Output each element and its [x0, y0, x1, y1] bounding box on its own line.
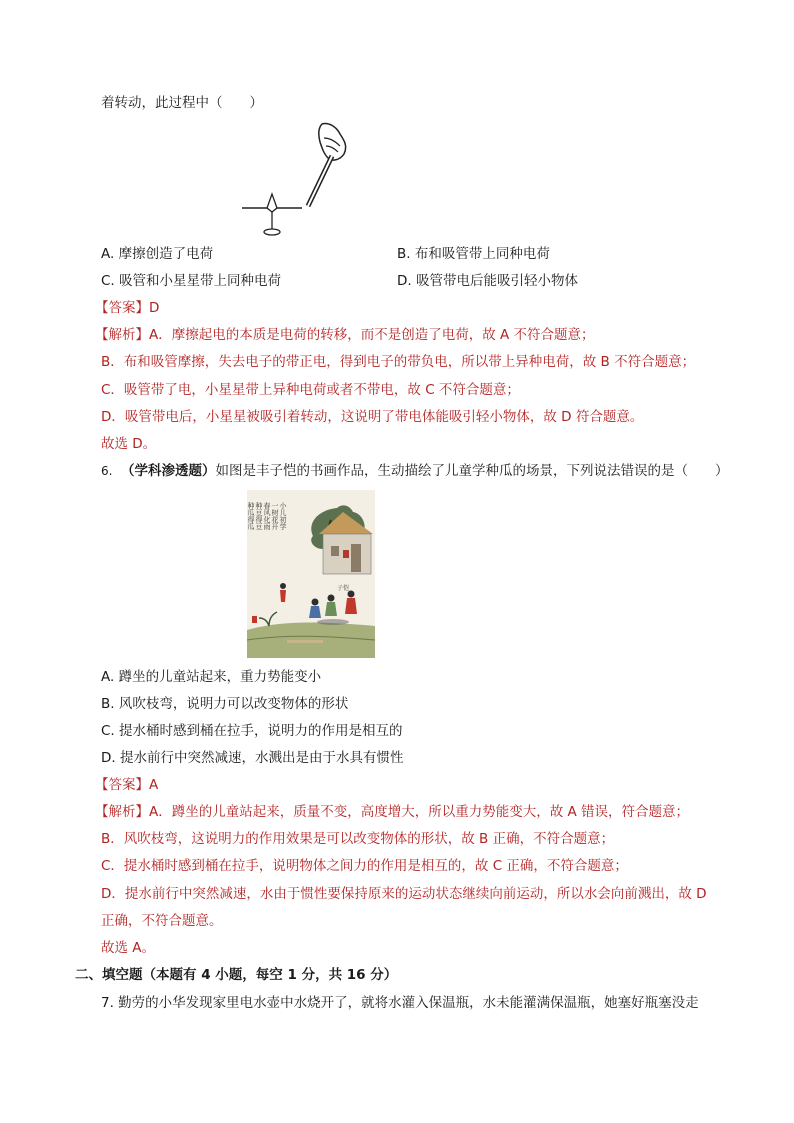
q6-analysis-line-5: 正确，不符合题意。 [101, 913, 223, 929]
svg-text:小儿初学: 小儿初学 [279, 502, 287, 530]
q5-analysis-line-1: 【解析】A．摩擦起电的本质是电荷的转移，而不是创造了电荷，故 A 不符合题意； [95, 327, 595, 343]
q5-analysis-tag: 【解析】 [95, 327, 149, 343]
q6-option-d: D. 提水前行中突然减速，水溅出是由于水具有惯性 [101, 750, 404, 766]
q5-analysis-line-2: B．布和吸管摩擦，失去电子的带正电，得到电子的带负电，所以带上异种电荷，故 B 不符合题意； [101, 354, 696, 370]
q6-analysis-line-1: 【解析】A．蹲坐的儿童站起来，质量不变，高度增大，所以重力势能变大，故 A 错误，符合题意； [95, 804, 690, 820]
q6-option-b: B. 风吹枝弯，说明力可以改变物体的形状 [101, 696, 349, 712]
q6-analysis-line-4: D．提水前行中突然减速，水由于惯性要保持原来的运动状态继续向前运动，所以水会向前溅出，故 D [101, 886, 707, 902]
q5-answer-value: D [149, 300, 160, 316]
q6-tag: （学科渗透题） [121, 463, 216, 479]
q5-answer-tag: 【答案】 [95, 300, 149, 316]
q7-stem: 7. 勤劳的小华发现家里电水壶中水烧开了，就将水灌入保温瓶，水未能灌满保温瓶，她塞好瓶塞没走 [101, 995, 699, 1011]
q6-option-a: A. 蹲坐的儿童站起来，重力势能变小 [101, 669, 322, 685]
q6-number: 6. [101, 464, 113, 478]
svg-text:春风化雨: 春风化雨 [263, 502, 271, 530]
q5-stem-tail: 着转动，此过程中（ ） [101, 95, 263, 111]
straw-star-figure [236, 120, 356, 240]
feng-zikai-painting [247, 490, 375, 658]
q5-option-d: D. 吸管带电后能吸引轻小物体 [397, 273, 578, 289]
q6-answer-value: A [149, 777, 159, 793]
q6-answer [95, 775, 158, 795]
q6-answer-tag: 【答案】 [95, 777, 149, 793]
q6-analysis-tag: 【解析】 [95, 804, 149, 820]
q6-analysis-line-2: B．风吹枝弯，这说明力的作用效果是可以改变物体的形状，故 B 正确，不符合题意； [101, 831, 615, 847]
q5-answer [95, 298, 159, 318]
q5-analysis-line-4: D．吸管带电后，小星星被吸引着转动，这说明了带电体能吸引轻小物体，故 D 符合题意。 [101, 409, 644, 425]
q6-stem [101, 461, 729, 481]
q6-analysis-line-3: C．提水桶时感到桶在拉手，说明物体之间力的作用是相互的，故 C 正确，不符合题意； [101, 858, 628, 874]
section-heading: 二、填空题（本题有 4 小题，每空 1 分，共 16 分） [75, 967, 398, 983]
svg-text:种瓜得瓜: 种瓜得瓜 [247, 502, 255, 530]
q5-option-b: B. 布和吸管带上同种电荷 [397, 246, 550, 262]
q5-analysis-line-3: C．吸管带了电，小星星带上异种电荷或者不带电，故 C 不符合题意； [101, 382, 520, 398]
svg-text:子恺: 子恺 [337, 585, 350, 592]
q5-option-a: A. 摩擦创造了电荷 [101, 246, 214, 262]
q6-conclusion: 故选 A。 [101, 940, 156, 956]
q5-conclusion: 故选 D。 [101, 436, 157, 452]
q5-option-c: C. 吸管和小星星带上同种电荷 [101, 273, 282, 289]
svg-text:一树花开: 一树花开 [271, 502, 279, 530]
q6-option-c: C. 提水桶时感到桶在拉手，说明力的作用是相互的 [101, 723, 403, 739]
q6-stem-text: 如图是丰子恺的书画作品，生动描绘了儿童学种瓜的场景，下列说法错误的是（ ） [215, 463, 729, 479]
svg-text:种豆得豆: 种豆得豆 [255, 502, 263, 530]
